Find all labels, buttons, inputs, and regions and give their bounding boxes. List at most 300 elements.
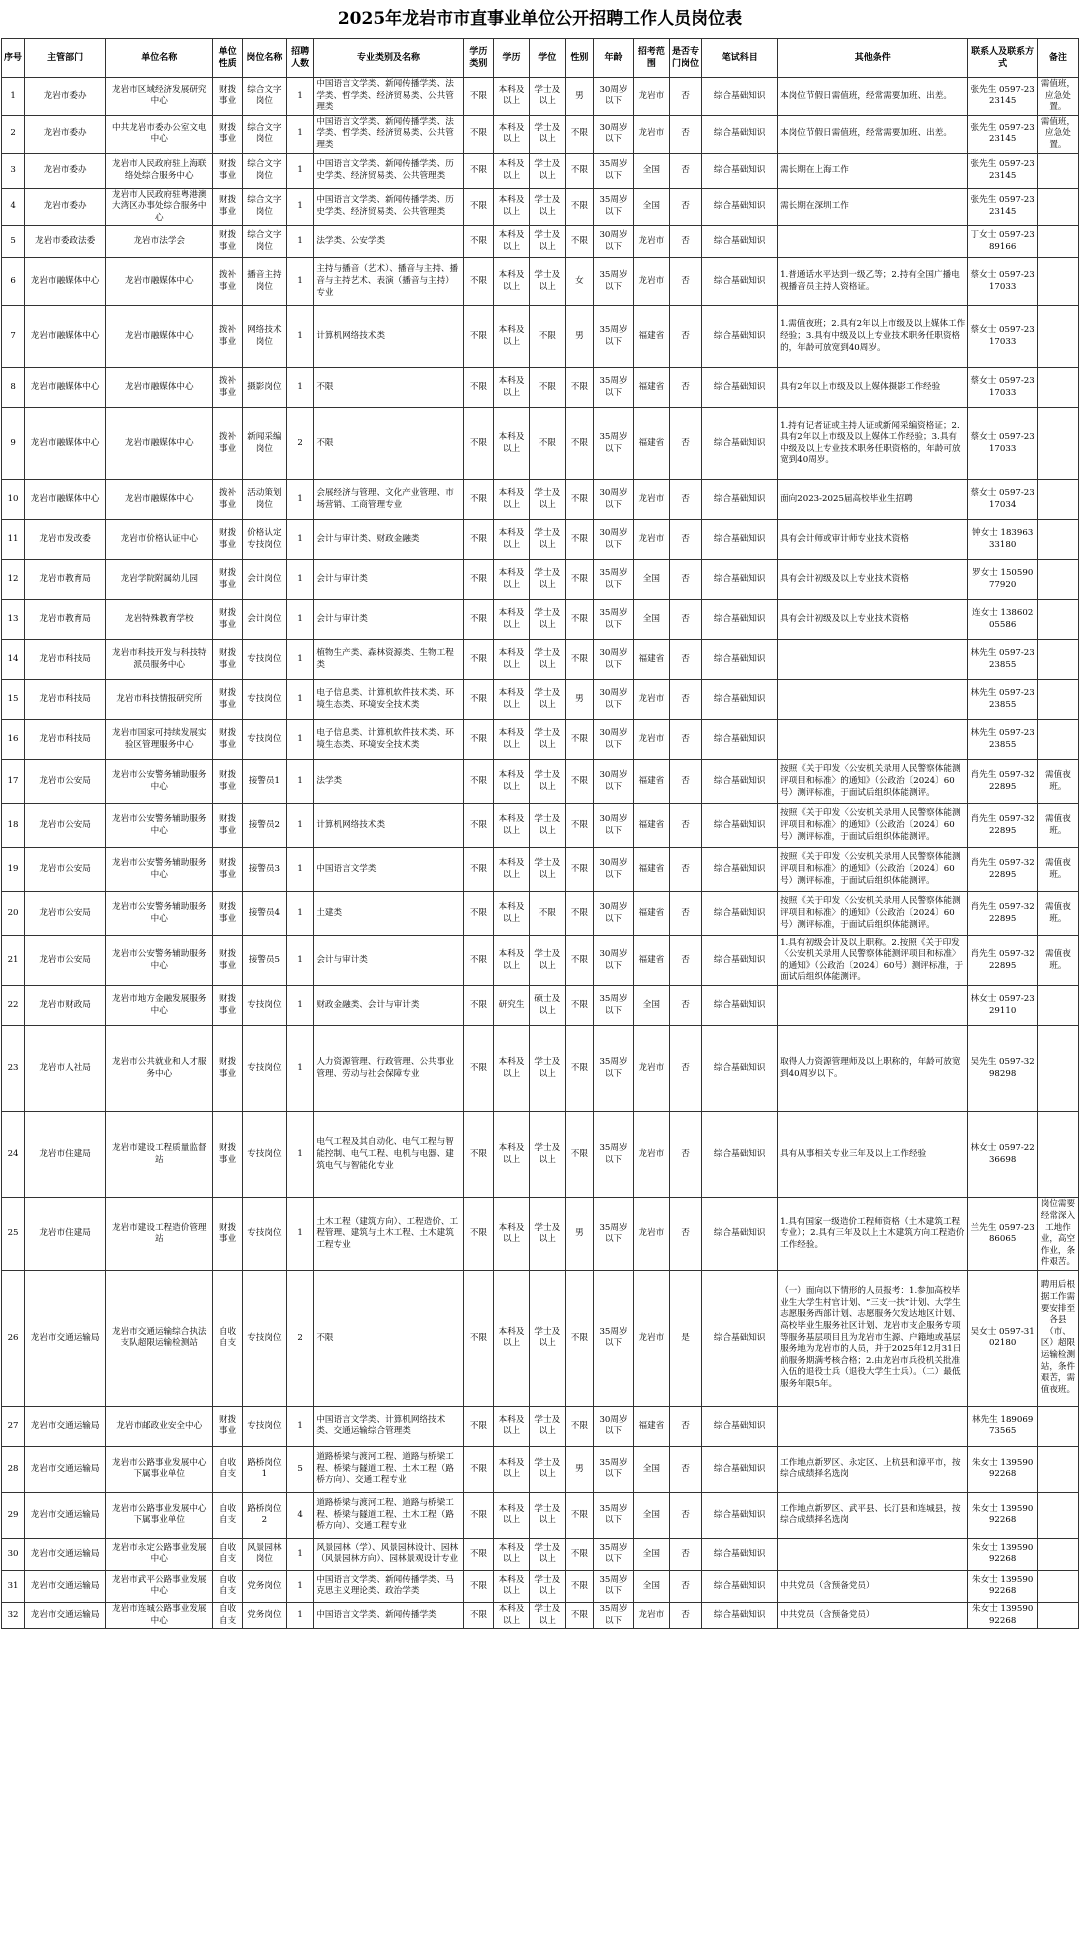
cell-unit-nature: 财拨事业 bbox=[213, 1406, 242, 1446]
cell-special-post: 否 bbox=[669, 848, 702, 892]
cell-remarks bbox=[1037, 520, 1078, 560]
cell-unit-nature: 拨补事业 bbox=[213, 368, 242, 408]
cell-position-name: 网络技术岗位 bbox=[242, 306, 286, 368]
cell-special-post: 否 bbox=[669, 1198, 702, 1271]
cell-gender: 不限 bbox=[565, 1270, 593, 1406]
cell-education: 本科及以上 bbox=[494, 408, 530, 480]
cell-remarks bbox=[1037, 560, 1078, 600]
cell-position-name: 专技岗位 bbox=[242, 986, 286, 1026]
cell-gender: 不限 bbox=[565, 1406, 593, 1446]
table-row bbox=[2, 1270, 1079, 1406]
cell-unit-nature: 自收自支 bbox=[213, 1602, 242, 1628]
cell-exam-scope: 龙岩市 bbox=[634, 1198, 670, 1271]
cell-hire-count: 2 bbox=[286, 1270, 313, 1406]
cell-gender: 不限 bbox=[565, 368, 593, 408]
cell-other-conditions: 按照《关于印发〈公安机关录用人民警察体能测评项目和标准〉的通知》（公政治〔2024〕60号）测评标准，于面试后组织体能测评。 bbox=[778, 848, 968, 892]
cell-degree: 学士及以上 bbox=[529, 1570, 565, 1602]
cell-position-name: 综合文字岗位 bbox=[242, 78, 286, 116]
cell-major: 中国语言文学类、新闻传播学类、马克思主义理论类、政治学类 bbox=[314, 1570, 463, 1602]
header-position-name: 岗位名称 bbox=[242, 39, 286, 78]
header-education: 学历 bbox=[494, 39, 530, 78]
cell-unit-nature: 财拨事业 bbox=[213, 720, 242, 760]
cell-education-type: 不限 bbox=[463, 1538, 494, 1570]
cell-special-post: 否 bbox=[669, 226, 702, 258]
cell-exam-subject: 综合基础知识 bbox=[702, 153, 778, 188]
cell-position-name: 会计岗位 bbox=[242, 560, 286, 600]
cell-department: 龙岩市公安局 bbox=[25, 936, 106, 986]
cell-exam-scope: 龙岩市 bbox=[634, 115, 670, 153]
cell-major: 中国语言文学类 bbox=[314, 848, 463, 892]
cell-age: 35周岁以下 bbox=[594, 1198, 634, 1271]
cell-major: 人力资源管理、行政管理、公共事业管理、劳动与社会保障专业 bbox=[314, 1026, 463, 1112]
cell-department: 龙岩市委办 bbox=[25, 153, 106, 188]
cell-unit-name: 龙岩市公安警务辅助服务中心 bbox=[106, 848, 213, 892]
cell-exam-scope: 全国 bbox=[634, 1538, 670, 1570]
cell-age: 35周岁以下 bbox=[594, 986, 634, 1026]
cell-degree: 学士及以上 bbox=[529, 760, 565, 804]
cell-education-type: 不限 bbox=[463, 1112, 494, 1198]
cell-age: 30周岁以下 bbox=[594, 1406, 634, 1446]
cell-department: 龙岩市融媒体中心 bbox=[25, 306, 106, 368]
cell-degree: 硕士及以上 bbox=[529, 986, 565, 1026]
cell-department: 龙岩市委政法委 bbox=[25, 226, 106, 258]
cell-contact: 蔡女士 0597-2317033 bbox=[968, 368, 1037, 408]
cell-remarks bbox=[1037, 1602, 1078, 1628]
table-row bbox=[2, 760, 1079, 804]
cell-major: 风景园林（学）、风景园林设计、园林（风景园林方向）、园林景观设计专业 bbox=[314, 1538, 463, 1570]
cell-education-type: 不限 bbox=[463, 1406, 494, 1446]
table-row bbox=[2, 936, 1079, 986]
cell-major: 法学类 bbox=[314, 760, 463, 804]
cell-special-post: 否 bbox=[669, 306, 702, 368]
cell-degree: 学士及以上 bbox=[529, 1270, 565, 1406]
cell-gender: 不限 bbox=[565, 1026, 593, 1112]
cell-degree: 学士及以上 bbox=[529, 1602, 565, 1628]
cell-contact: 罗女士 15059077920 bbox=[968, 560, 1037, 600]
cell-department: 龙岩市交通运输局 bbox=[25, 1270, 106, 1406]
cell-seq: 16 bbox=[2, 720, 25, 760]
cell-major: 中国语言文学类、新闻传播学类、法学类、哲学类、经济贸易类、公共管理类 bbox=[314, 78, 463, 116]
cell-department: 龙岩市融媒体中心 bbox=[25, 408, 106, 480]
cell-department: 龙岩市交通运输局 bbox=[25, 1602, 106, 1628]
table-row bbox=[2, 640, 1079, 680]
cell-special-post: 否 bbox=[669, 1602, 702, 1628]
cell-special-post: 否 bbox=[669, 804, 702, 848]
cell-age: 35周岁以下 bbox=[594, 1492, 634, 1538]
cell-exam-subject: 综合基础知识 bbox=[702, 680, 778, 720]
cell-degree: 学士及以上 bbox=[529, 258, 565, 306]
cell-department: 龙岩市委办 bbox=[25, 188, 106, 226]
cell-major: 不限 bbox=[314, 1270, 463, 1406]
cell-exam-subject: 综合基础知识 bbox=[702, 115, 778, 153]
cell-other-conditions: 本岗位节假日需值班，经常需要加班、出差。 bbox=[778, 78, 968, 116]
cell-special-post: 否 bbox=[669, 1446, 702, 1492]
cell-age: 35周岁以下 bbox=[594, 1538, 634, 1570]
cell-degree: 学士及以上 bbox=[529, 600, 565, 640]
cell-degree: 学士及以上 bbox=[529, 1198, 565, 1271]
cell-major: 电气工程及其自动化、电气工程与智能控制、电气工程、电机与电器、建筑电气与智能化专业 bbox=[314, 1112, 463, 1198]
cell-major: 道路桥梁与渡河工程、道路与桥梁工程、桥梁与隧道工程、土木工程（路桥方向）、交通工程专业 bbox=[314, 1492, 463, 1538]
cell-unit-name: 龙岩市公安警务辅助服务中心 bbox=[106, 804, 213, 848]
cell-education-type: 不限 bbox=[463, 1446, 494, 1492]
cell-position-name: 专技岗位 bbox=[242, 1270, 286, 1406]
cell-unit-name: 龙岩市永定公路事业发展中心 bbox=[106, 1538, 213, 1570]
cell-seq: 4 bbox=[2, 188, 25, 226]
cell-education-type: 不限 bbox=[463, 1198, 494, 1271]
cell-exam-scope: 福建省 bbox=[634, 760, 670, 804]
cell-age: 30周岁以下 bbox=[594, 720, 634, 760]
cell-unit-name: 龙岩市公共就业和人才服务中心 bbox=[106, 1026, 213, 1112]
cell-seq: 3 bbox=[2, 153, 25, 188]
cell-gender: 女 bbox=[565, 258, 593, 306]
cell-unit-name: 龙岩市人民政府驻粤港澳大湾区办事处综合服务中心 bbox=[106, 188, 213, 226]
cell-hire-count: 1 bbox=[286, 480, 313, 520]
cell-special-post: 否 bbox=[669, 560, 702, 600]
cell-major: 会计与审计类 bbox=[314, 600, 463, 640]
cell-unit-name: 龙岩市融媒体中心 bbox=[106, 258, 213, 306]
cell-degree: 学士及以上 bbox=[529, 115, 565, 153]
cell-special-post: 否 bbox=[669, 78, 702, 116]
cell-age: 35周岁以下 bbox=[594, 1026, 634, 1112]
cell-hire-count: 1 bbox=[286, 520, 313, 560]
cell-education: 本科及以上 bbox=[494, 115, 530, 153]
cell-exam-scope: 福建省 bbox=[634, 804, 670, 848]
cell-hire-count: 5 bbox=[286, 1446, 313, 1492]
cell-remarks: 岗位需要经常深入工地作业，高空作业，条件艰苦。 bbox=[1037, 1198, 1078, 1271]
cell-position-name: 摄影岗位 bbox=[242, 368, 286, 408]
cell-unit-name: 龙岩市科技开发与科技特派员服务中心 bbox=[106, 640, 213, 680]
cell-degree: 学士及以上 bbox=[529, 1112, 565, 1198]
cell-department: 龙岩市融媒体中心 bbox=[25, 480, 106, 520]
cell-age: 30周岁以下 bbox=[594, 78, 634, 116]
table-row bbox=[2, 1538, 1079, 1570]
cell-remarks: 需值夜班。 bbox=[1037, 848, 1078, 892]
cell-exam-subject: 综合基础知识 bbox=[702, 720, 778, 760]
cell-major: 中国语言文学类、新闻传播学类、历史学类、经济贸易类、公共管理类 bbox=[314, 153, 463, 188]
cell-unit-nature: 财拨事业 bbox=[213, 560, 242, 600]
cell-degree: 学士及以上 bbox=[529, 640, 565, 680]
cell-other-conditions: 1.普通话水平达到一级乙等；2.持有全国广播电视播音员主持人资格证。 bbox=[778, 258, 968, 306]
table-header-row bbox=[2, 39, 1079, 78]
cell-education-type: 不限 bbox=[463, 720, 494, 760]
cell-remarks bbox=[1037, 986, 1078, 1026]
cell-education: 本科及以上 bbox=[494, 720, 530, 760]
cell-hire-count: 1 bbox=[286, 1198, 313, 1271]
cell-degree: 学士及以上 bbox=[529, 848, 565, 892]
cell-unit-nature: 财拨事业 bbox=[213, 892, 242, 936]
cell-unit-nature: 财拨事业 bbox=[213, 226, 242, 258]
cell-other-conditions: 需长期在上海工作 bbox=[778, 153, 968, 188]
cell-department: 龙岩市公安局 bbox=[25, 848, 106, 892]
cell-department: 龙岩市科技局 bbox=[25, 680, 106, 720]
cell-position-name: 综合文字岗位 bbox=[242, 188, 286, 226]
cell-major: 植物生产类、森林资源类、生物工程类 bbox=[314, 640, 463, 680]
cell-hire-count: 1 bbox=[286, 848, 313, 892]
cell-gender: 不限 bbox=[565, 600, 593, 640]
cell-other-conditions bbox=[778, 1406, 968, 1446]
cell-exam-scope: 福建省 bbox=[634, 936, 670, 986]
cell-unit-name: 龙岩市价格认证中心 bbox=[106, 520, 213, 560]
cell-gender: 不限 bbox=[565, 1492, 593, 1538]
cell-other-conditions: 具有2年以上市级及以上媒体摄影工作经验 bbox=[778, 368, 968, 408]
cell-unit-name: 龙岩市人民政府驻上海联络处综合服务中心 bbox=[106, 153, 213, 188]
cell-contact: 蔡女士 0597-2317033 bbox=[968, 408, 1037, 480]
cell-major: 财政金融类、会计与审计类 bbox=[314, 986, 463, 1026]
cell-education-type: 不限 bbox=[463, 848, 494, 892]
cell-remarks bbox=[1037, 368, 1078, 408]
cell-seq: 13 bbox=[2, 600, 25, 640]
cell-degree: 不限 bbox=[529, 892, 565, 936]
cell-contact: 林先生 0597-2323855 bbox=[968, 640, 1037, 680]
cell-exam-subject: 综合基础知识 bbox=[702, 1446, 778, 1492]
cell-gender: 不限 bbox=[565, 115, 593, 153]
cell-other-conditions: 按照《关于印发〈公安机关录用人民警察体能测评项目和标准〉的通知》（公政治〔2024〕60号）测评标准，于面试后组织体能测评。 bbox=[778, 760, 968, 804]
cell-education-type: 不限 bbox=[463, 640, 494, 680]
cell-age: 35周岁以下 bbox=[594, 368, 634, 408]
cell-other-conditions bbox=[778, 640, 968, 680]
cell-other-conditions: 1.具有初级会计及以上职称。2.按照《关于印发〈公安机关录用人民警察体能测评项目和标准〉的通知》（公政治〔2024〕60号）测评标准，于面试后组织体能测评。 bbox=[778, 936, 968, 986]
page-title: 2025年龙岩市市直事业单位公开招聘工作人员岗位表 bbox=[337, 9, 743, 29]
cell-remarks bbox=[1037, 680, 1078, 720]
cell-department: 龙岩市公安局 bbox=[25, 892, 106, 936]
cell-hire-count: 2 bbox=[286, 408, 313, 480]
cell-other-conditions: 取得人力资源管理师及以上职称的，年龄可放宽到40周岁以下。 bbox=[778, 1026, 968, 1112]
header-education-type: 学历类别 bbox=[463, 39, 494, 78]
cell-exam-subject: 综合基础知识 bbox=[702, 892, 778, 936]
cell-special-post: 否 bbox=[669, 115, 702, 153]
cell-remarks: 需值夜班。 bbox=[1037, 936, 1078, 986]
cell-education: 本科及以上 bbox=[494, 78, 530, 116]
cell-exam-subject: 综合基础知识 bbox=[702, 1570, 778, 1602]
cell-degree: 学士及以上 bbox=[529, 804, 565, 848]
cell-position-name: 风景园林岗位 bbox=[242, 1538, 286, 1570]
table-row bbox=[2, 986, 1079, 1026]
cell-hire-count: 1 bbox=[286, 1112, 313, 1198]
cell-position-name: 专技岗位 bbox=[242, 1112, 286, 1198]
cell-contact: 朱女士 13959092268 bbox=[968, 1538, 1037, 1570]
cell-age: 30周岁以下 bbox=[594, 760, 634, 804]
cell-contact: 吴先生 0597-3298298 bbox=[968, 1026, 1037, 1112]
cell-degree: 学士及以上 bbox=[529, 153, 565, 188]
cell-education-type: 不限 bbox=[463, 408, 494, 480]
cell-education: 本科及以上 bbox=[494, 153, 530, 188]
cell-education: 本科及以上 bbox=[494, 560, 530, 600]
cell-unit-nature: 财拨事业 bbox=[213, 78, 242, 116]
cell-contact: 张先生 0597-2323145 bbox=[968, 78, 1037, 116]
cell-education: 本科及以上 bbox=[494, 480, 530, 520]
header-gender: 性别 bbox=[565, 39, 593, 78]
cell-position-name: 综合文字岗位 bbox=[242, 226, 286, 258]
cell-department: 龙岩市融媒体中心 bbox=[25, 258, 106, 306]
cell-education-type: 不限 bbox=[463, 892, 494, 936]
cell-gender: 不限 bbox=[565, 188, 593, 226]
cell-degree: 学士及以上 bbox=[529, 720, 565, 760]
cell-seq: 17 bbox=[2, 760, 25, 804]
cell-unit-name: 龙岩市融媒体中心 bbox=[106, 480, 213, 520]
cell-education: 本科及以上 bbox=[494, 680, 530, 720]
cell-other-conditions: 需长期在深圳工作 bbox=[778, 188, 968, 226]
cell-seq: 29 bbox=[2, 1492, 25, 1538]
cell-age: 30周岁以下 bbox=[594, 640, 634, 680]
table-row bbox=[2, 804, 1079, 848]
cell-exam-subject: 综合基础知识 bbox=[702, 1198, 778, 1271]
cell-exam-scope: 龙岩市 bbox=[634, 1602, 670, 1628]
cell-exam-scope: 全国 bbox=[634, 600, 670, 640]
cell-contact: 肖先生 0597-3222895 bbox=[968, 892, 1037, 936]
cell-degree: 学士及以上 bbox=[529, 520, 565, 560]
cell-unit-name: 龙岩市公安警务辅助服务中心 bbox=[106, 892, 213, 936]
cell-education-type: 不限 bbox=[463, 480, 494, 520]
cell-education-type: 不限 bbox=[463, 520, 494, 560]
cell-contact: 朱女士 13959092268 bbox=[968, 1492, 1037, 1538]
cell-exam-subject: 综合基础知识 bbox=[702, 1112, 778, 1198]
cell-unit-name: 中共龙岩市委办公室文电中心 bbox=[106, 115, 213, 153]
cell-seq: 26 bbox=[2, 1270, 25, 1406]
cell-exam-scope: 全国 bbox=[634, 560, 670, 600]
cell-major: 计算机网络技术类 bbox=[314, 804, 463, 848]
cell-seq: 18 bbox=[2, 804, 25, 848]
cell-other-conditions: 中共党员（含预备党员） bbox=[778, 1602, 968, 1628]
cell-unit-nature: 财拨事业 bbox=[213, 115, 242, 153]
cell-special-post: 否 bbox=[669, 480, 702, 520]
cell-unit-name: 龙岩市融媒体中心 bbox=[106, 306, 213, 368]
cell-unit-nature: 自收自支 bbox=[213, 1446, 242, 1492]
cell-age: 35周岁以下 bbox=[594, 153, 634, 188]
table-row bbox=[2, 1112, 1079, 1198]
cell-unit-nature: 财拨事业 bbox=[213, 986, 242, 1026]
cell-special-post: 否 bbox=[669, 892, 702, 936]
cell-education-type: 不限 bbox=[463, 1602, 494, 1628]
cell-major: 计算机网络技术类 bbox=[314, 306, 463, 368]
cell-exam-scope: 福建省 bbox=[634, 408, 670, 480]
table-row bbox=[2, 78, 1079, 116]
cell-degree: 学士及以上 bbox=[529, 1538, 565, 1570]
cell-position-name: 接警员5 bbox=[242, 936, 286, 986]
table-row bbox=[2, 188, 1079, 226]
cell-exam-subject: 综合基础知识 bbox=[702, 188, 778, 226]
cell-contact: 张先生 0597-2323145 bbox=[968, 115, 1037, 153]
table-row bbox=[2, 720, 1079, 760]
cell-age: 30周岁以下 bbox=[594, 115, 634, 153]
table-row bbox=[2, 226, 1079, 258]
cell-seq: 12 bbox=[2, 560, 25, 600]
cell-exam-subject: 综合基础知识 bbox=[702, 1538, 778, 1570]
cell-special-post: 否 bbox=[669, 1492, 702, 1538]
cell-unit-name: 龙岩市公安警务辅助服务中心 bbox=[106, 760, 213, 804]
cell-other-conditions: 具有会计初级及以上专业技术资格 bbox=[778, 560, 968, 600]
cell-special-post: 否 bbox=[669, 520, 702, 560]
table-row bbox=[2, 1026, 1079, 1112]
cell-education-type: 不限 bbox=[463, 936, 494, 986]
cell-exam-scope: 全国 bbox=[634, 188, 670, 226]
cell-exam-scope: 全国 bbox=[634, 153, 670, 188]
cell-education: 本科及以上 bbox=[494, 368, 530, 408]
cell-education: 本科及以上 bbox=[494, 188, 530, 226]
cell-remarks: 需值夜班。 bbox=[1037, 892, 1078, 936]
cell-contact: 林先生 0597-2323855 bbox=[968, 720, 1037, 760]
cell-exam-scope: 龙岩市 bbox=[634, 1270, 670, 1406]
cell-education: 本科及以上 bbox=[494, 1538, 530, 1570]
header-unit-name: 单位名称 bbox=[106, 39, 213, 78]
cell-special-post: 否 bbox=[669, 760, 702, 804]
cell-exam-scope: 福建省 bbox=[634, 640, 670, 680]
cell-position-name: 会计岗位 bbox=[242, 600, 286, 640]
cell-department: 龙岩市交通运输局 bbox=[25, 1570, 106, 1602]
cell-education-type: 不限 bbox=[463, 600, 494, 640]
header-contact: 联系人及联系方式 bbox=[968, 39, 1037, 78]
cell-degree: 学士及以上 bbox=[529, 1026, 565, 1112]
cell-age: 30周岁以下 bbox=[594, 680, 634, 720]
cell-position-name: 接警员3 bbox=[242, 848, 286, 892]
cell-education-type: 不限 bbox=[463, 1270, 494, 1406]
cell-hire-count: 1 bbox=[286, 1602, 313, 1628]
table-row bbox=[2, 1198, 1079, 1271]
cell-department: 龙岩市住建局 bbox=[25, 1112, 106, 1198]
cell-gender: 不限 bbox=[565, 226, 593, 258]
cell-seq: 21 bbox=[2, 936, 25, 986]
cell-education: 本科及以上 bbox=[494, 760, 530, 804]
cell-department: 龙岩市住建局 bbox=[25, 1198, 106, 1271]
cell-education-type: 不限 bbox=[463, 1570, 494, 1602]
cell-other-conditions: （一）面向以下情形的人员报考：1.参加高校毕业生大学生村官计划、“三支一扶”计划、大学生志愿服务西部计划、志愿服务欠发达地区计划、高校毕业生服务社区计划、龙岩市支企服务专项等服务基层项目且为龙岩市生源、户籍地或基层服务地为龙岩市的人员，并于2025年12月31日前服务期满考核合格；2.由龙岩市兵役机关批准入伍的退役士兵（退役大学生士兵）。（二）最低服务年限5年。 bbox=[778, 1270, 968, 1406]
cell-other-conditions: 1.持有记者证或主持人证或新闻采编资格证；2.具有2年以上市级及以上媒体工作经验；3.具有中级及以上专业技术职务任职资格的，年龄可放宽到40周岁。 bbox=[778, 408, 968, 480]
cell-hire-count: 1 bbox=[286, 258, 313, 306]
cell-unit-name: 龙岩市公路事业发展中心下属事业单位 bbox=[106, 1492, 213, 1538]
cell-education-type: 不限 bbox=[463, 78, 494, 116]
table-row bbox=[2, 892, 1079, 936]
cell-other-conditions: 本岗位节假日需值班，经常需要加班、出差。 bbox=[778, 115, 968, 153]
cell-gender: 不限 bbox=[565, 892, 593, 936]
header-seq: 序号 bbox=[2, 39, 25, 78]
cell-hire-count: 1 bbox=[286, 188, 313, 226]
cell-contact: 肖先生 0597-3222895 bbox=[968, 848, 1037, 892]
cell-education: 研究生 bbox=[494, 986, 530, 1026]
cell-seq: 25 bbox=[2, 1198, 25, 1271]
cell-education-type: 不限 bbox=[463, 188, 494, 226]
cell-hire-count: 1 bbox=[286, 986, 313, 1026]
cell-remarks bbox=[1037, 153, 1078, 188]
cell-hire-count: 1 bbox=[286, 306, 313, 368]
cell-exam-subject: 综合基础知识 bbox=[702, 258, 778, 306]
cell-contact: 钟女士 18396333180 bbox=[968, 520, 1037, 560]
cell-remarks: 需值夜班。 bbox=[1037, 804, 1078, 848]
cell-education: 本科及以上 bbox=[494, 1112, 530, 1198]
cell-position-name: 播音主持岗位 bbox=[242, 258, 286, 306]
cell-education: 本科及以上 bbox=[494, 1270, 530, 1406]
cell-exam-scope: 全国 bbox=[634, 1492, 670, 1538]
cell-unit-nature: 财拨事业 bbox=[213, 600, 242, 640]
cell-department: 龙岩市公安局 bbox=[25, 804, 106, 848]
cell-unit-name: 龙岩市区域经济发展研究中心 bbox=[106, 78, 213, 116]
cell-degree: 学士及以上 bbox=[529, 1492, 565, 1538]
cell-department: 龙岩市交通运输局 bbox=[25, 1492, 106, 1538]
cell-other-conditions: 面向2023-2025届高校毕业生招聘 bbox=[778, 480, 968, 520]
header-hire-count: 招聘人数 bbox=[286, 39, 313, 78]
cell-education: 本科及以上 bbox=[494, 600, 530, 640]
cell-age: 30周岁以下 bbox=[594, 480, 634, 520]
cell-special-post: 否 bbox=[669, 1538, 702, 1570]
header-remarks: 备注 bbox=[1037, 39, 1078, 78]
cell-exam-subject: 综合基础知识 bbox=[702, 760, 778, 804]
cell-major: 会展经济与管理、文化产业管理、市场营销、工商管理专业 bbox=[314, 480, 463, 520]
cell-hire-count: 1 bbox=[286, 680, 313, 720]
cell-exam-subject: 综合基础知识 bbox=[702, 936, 778, 986]
header-age: 年龄 bbox=[594, 39, 634, 78]
cell-degree: 学士及以上 bbox=[529, 188, 565, 226]
cell-age: 30周岁以下 bbox=[594, 804, 634, 848]
cell-special-post: 否 bbox=[669, 1406, 702, 1446]
cell-exam-scope: 龙岩市 bbox=[634, 680, 670, 720]
